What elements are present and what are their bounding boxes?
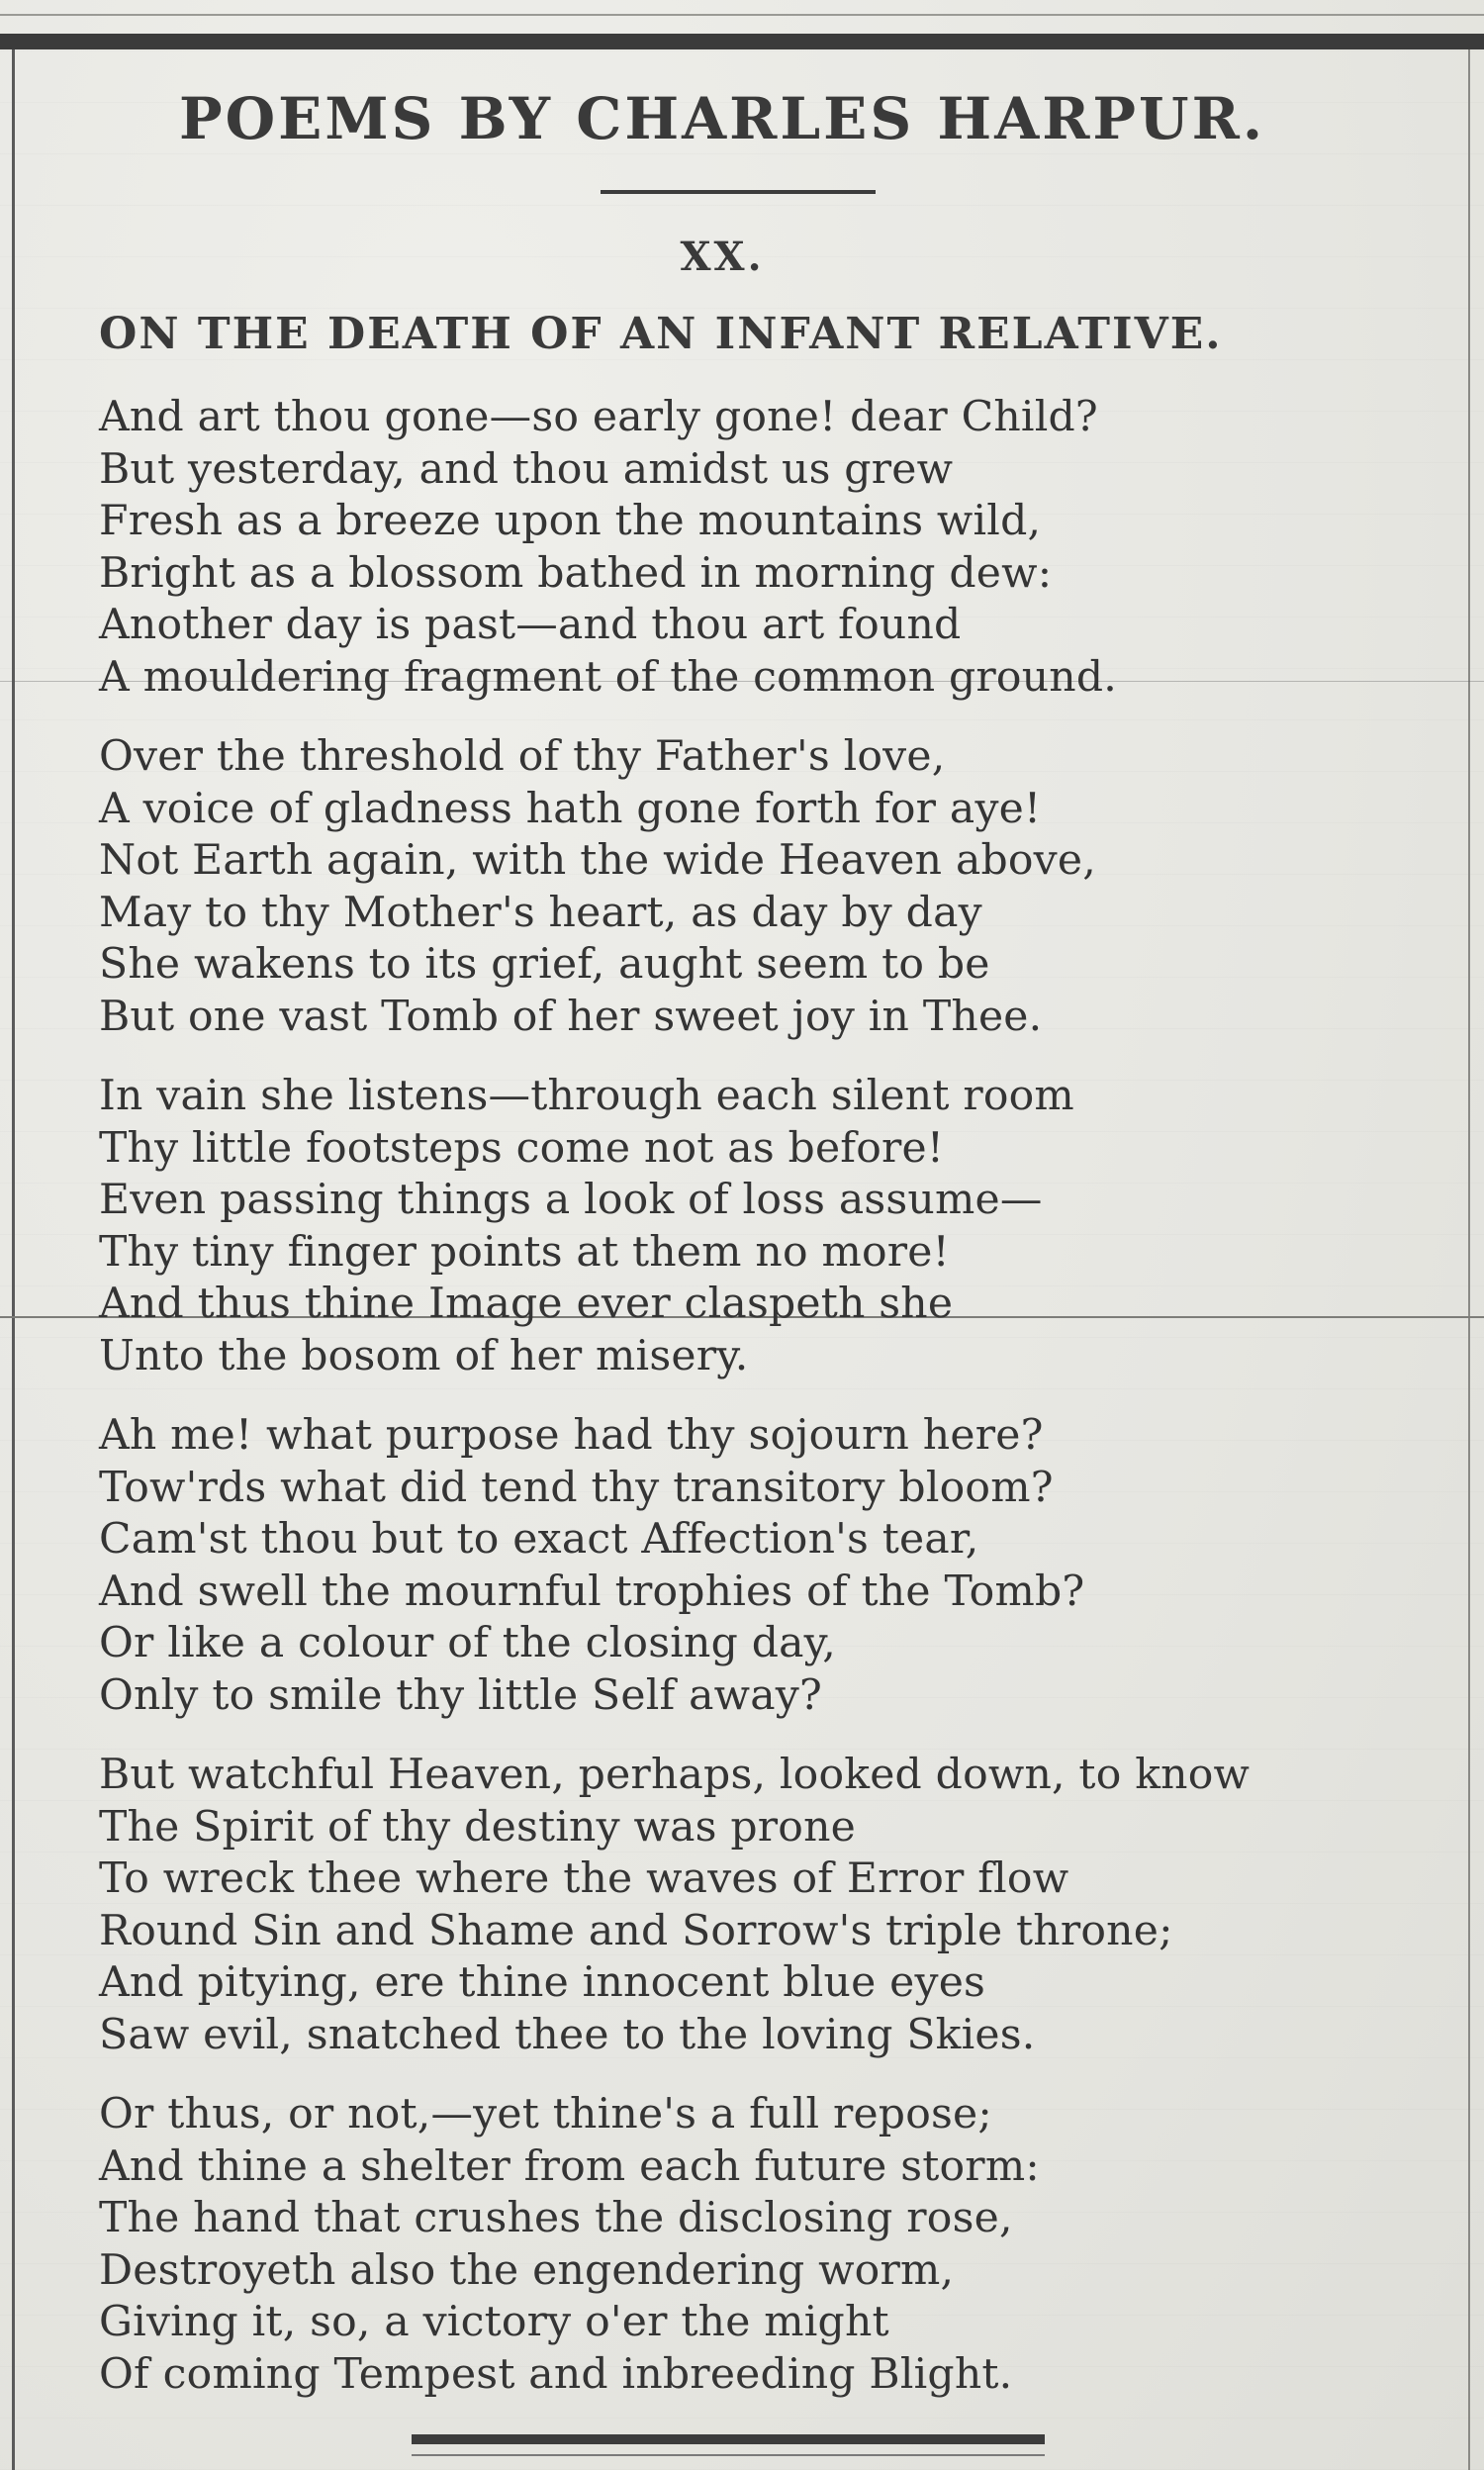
poem-column [0,79,1484,2428]
poem-line: Giving it, so, a victory o'er the might [99,2298,889,2346]
poem-line: The Spirit of thy destiny was prone [99,1802,856,1852]
column-heading: POEMS BY CHARLES HARPUR. [178,85,1266,152]
bottom-thin-divider [412,2454,1045,2456]
poem-line: Cam'st thou but to exact Affection's tear, [99,1515,979,1564]
top-thin-rule [0,14,1484,16]
stanza-1 [99,392,1454,704]
poem-number: XX. [680,234,765,280]
poem-line: But yesterday, and thou amidst us grew [99,444,954,494]
poem-title: ON THE DEATH OF AN INFANT RELATIVE. [99,309,1223,359]
poem-line: Ah me! what purpose had thy sojourn here? [99,1411,1044,1460]
poem-line: Even passing things a look of loss assume— [99,1176,1043,1224]
poem-line: Of coming Tempest and inbreeding Blight. [99,2349,1013,2399]
stanza-2 [99,731,1454,1043]
poem-line: May to thy Mother's heart, as day by day [99,888,982,937]
poem-line: But one vast Tomb of her sweet joy in Thee. [99,992,1043,1041]
poem-line: And pitying, ere thine innocent blue eyes [99,1958,986,2007]
bottom-divider [412,2434,1045,2444]
poem-line: And swell the mournful trophies of the Tomb? [99,1567,1085,1616]
poem-line: A voice of gladness hath gone forth for aye! [99,784,1042,833]
poem-line: Or like a colour of the closing day, [99,1619,836,1667]
poem-line: Fresh as a breeze upon the mountains wild, [99,497,1042,545]
heading-divider [601,190,876,194]
poem-line: Thy little footsteps come not as before! [99,1123,945,1173]
poem-line: To wreck thee where the waves of Error flow [99,1854,1069,1903]
poem-line: A mouldering fragment of the common ground. [99,652,1117,702]
stanza-3 [99,1071,1454,1382]
poem-line: Not Earth again, with the wide Heaven above, [99,836,1096,885]
poem-line: Bright as a blossom bathed in morning dew: [99,548,1053,598]
poem-line: Only to smile thy little Self away? [99,1670,822,1720]
poem-line: Thy tiny finger points at them no more! [99,1227,950,1277]
poem-line: And thus thine Image ever claspeth she [99,1280,954,1328]
poem-line: Over the threshold of thy Father's love, [99,732,946,781]
poem-line: Or thus, or not,—yet thine's a full repose; [99,2090,992,2138]
poem-line: Tow'rds what did tend thy transitory bloom? [99,1463,1054,1512]
poem-line: The hand that crushes the disclosing rose, [99,2194,1013,2242]
stanza-4 [99,1410,1454,1722]
poem-line: In vain she listens—through each silent room [99,1072,1074,1120]
poem-line: Another day is past—and thou art found [99,601,962,649]
poem-line: She wakens to its grief, aught seem to be [99,940,990,989]
poem-line: Saw evil, snatched thee to the loving Skies. [99,2010,1036,2059]
poem-body [99,392,1454,2401]
top-column-rule [0,34,1484,49]
poem-line: And thine a shelter from each future storm: [99,2141,1040,2191]
poem-line: Round Sin and Shame and Sorrow's triple throne; [99,1906,1173,1955]
stanza-6 [99,2089,1454,2401]
poem-line: Unto the bosom of her misery. [99,1331,749,1380]
stanza-5 [99,1750,1454,2061]
poem-line: But watchful Heaven, perhaps, looked down, to know [99,1751,1251,1799]
poem-line: Destroyeth also the engendering worm, [99,2245,955,2295]
poem-line: And art thou gone—so early gone! dear Child? [99,393,1098,441]
